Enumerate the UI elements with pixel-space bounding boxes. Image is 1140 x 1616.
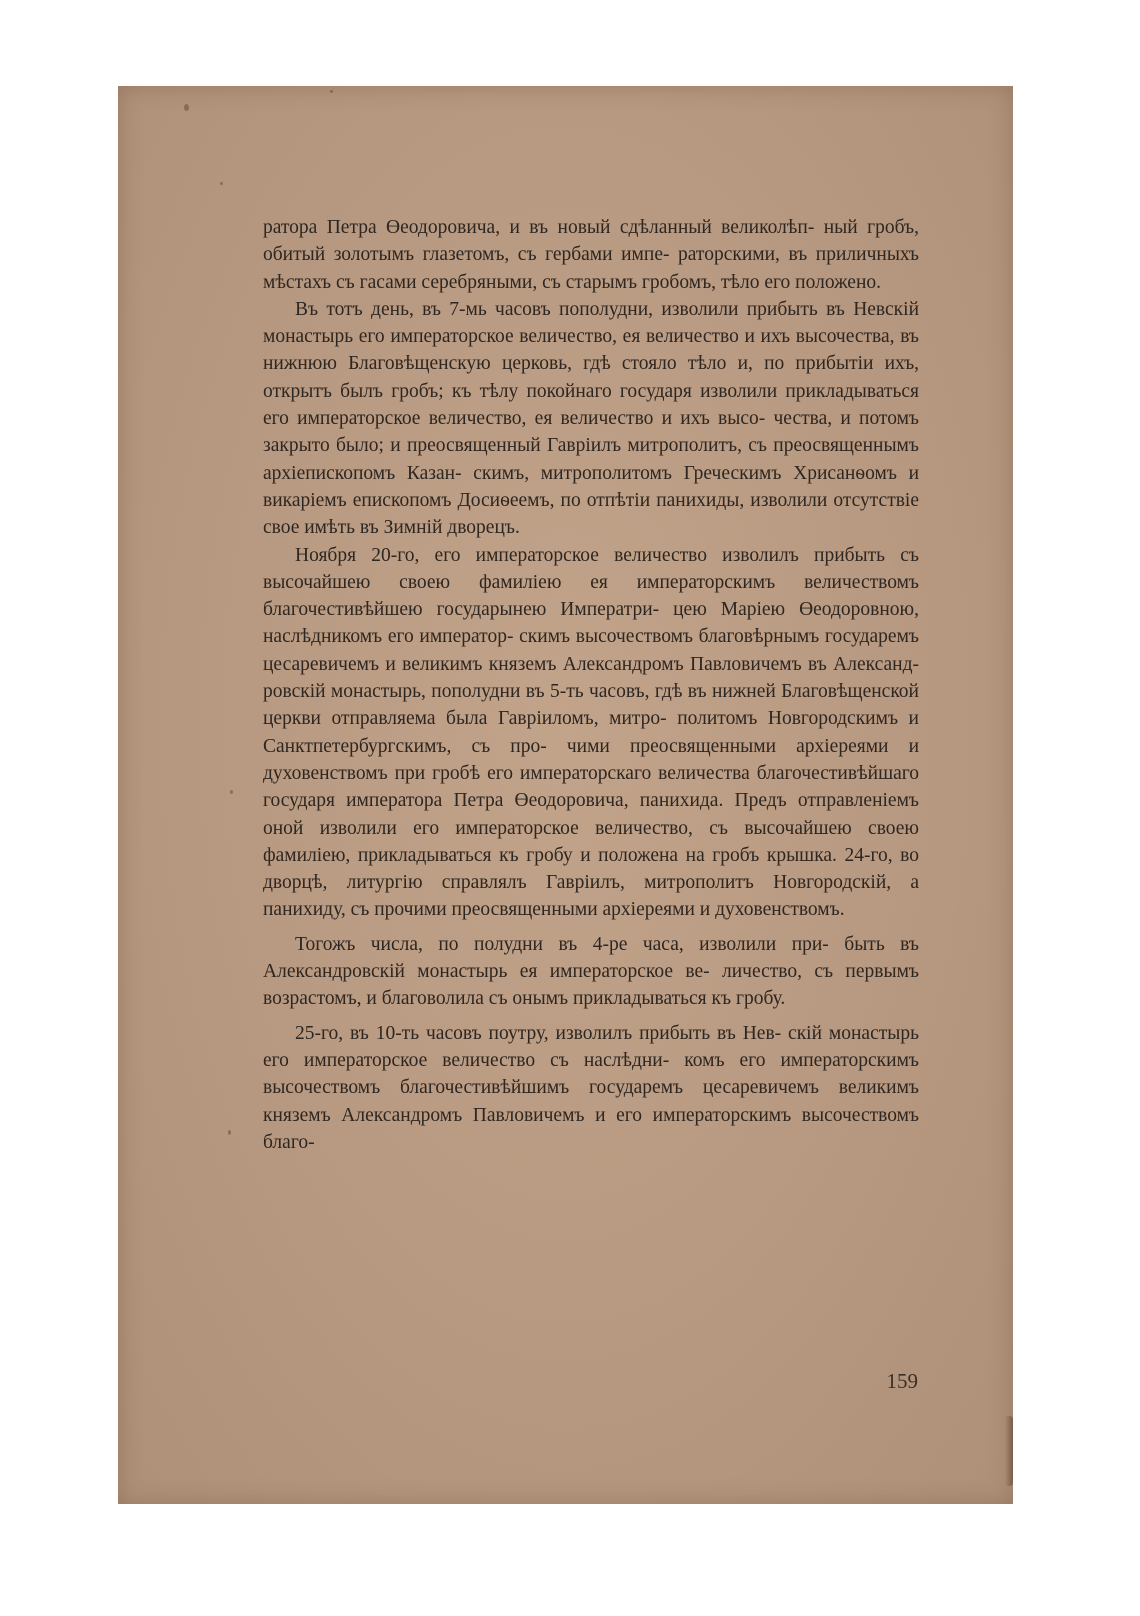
text-line: скимъ, митрополитомъ Греческимъ Хрисанѳомъ и викаріемъ [263, 462, 919, 511]
text-line: съ старымъ гробомъ, тѣло его положено. [542, 271, 882, 293]
text-line: Въ тотъ день, въ 7-мь часовъ пополудни, изволили прибыть [295, 298, 818, 320]
text-line: прикладываться къ гробу. [573, 988, 786, 1010]
text-line: и положена на гробъ крышка. 24-го, во дворцѣ, литургію [263, 844, 919, 894]
text-line: Павловичемъ и его императорскимъ высочествомъ благо- [263, 1104, 920, 1153]
page-number: 159 [886, 1369, 918, 1393]
page-edge-shadow [1005, 1416, 1013, 1486]
text-line: митрополитъ, съ преосвященнымъ архіепископомъ Казан- [263, 435, 919, 484]
text-line: ный гробъ, обитый золотымъ глазетомъ, съ гербами импе- [263, 217, 919, 266]
paragraph-2 [263, 296, 919, 542]
paper-speck [230, 790, 233, 794]
paragraph-5 [263, 1020, 919, 1156]
text-line: политомъ Новгородскимъ и Санктпетербургскимъ, съ про- [263, 708, 919, 757]
text-line: личество, съ первымъ возрастомъ, и благоволила съ онымъ [263, 961, 920, 1010]
text-line: государя императора Петра Өеодоровича, панихида. Предъ [263, 790, 787, 812]
text-line: Благовѣщенской церкви отправляема была Гавріиломъ, митро- [263, 681, 919, 730]
text-line: съ высочайшею своею фамиліею, прикладываться къ гробу [263, 817, 919, 866]
body-text [263, 214, 919, 1156]
text-line: чими преосвященными архіереями и духовенствомъ при [263, 735, 920, 784]
text-line: величествомъ благочестивѣйшею государынею Императри- [263, 571, 919, 621]
text-line: его императорское величество, ея величество и ихъ высо- [263, 408, 766, 430]
text-line: прибыть съ высочайшею своею фамиліею ея императорскимъ [263, 544, 919, 593]
text-line: Тогожъ числа, по полудни въ 4-ре часа, изволили при- [295, 933, 829, 955]
paper-speck [330, 90, 333, 93]
text-line: и великимъ княземъ Александромъ Павловичемъ въ Александ- [385, 653, 920, 675]
book-page [118, 86, 1013, 1504]
text-line: гробъ; къ тѣлу покойнаго государя изволили прикладываться [391, 380, 920, 402]
text-line: чества, и потомъ закрыто было; и преосвященный Гавріилъ [263, 408, 920, 457]
text-line: съ прочими преосвященными архіереями и духовенствомъ. [350, 899, 845, 921]
paragraph-3 [263, 542, 919, 924]
text-line: 25-го, въ 10-ть часовъ поутру, изволилъ прибыть въ Нев- [295, 1022, 782, 1044]
text-line: справлялъ Гавріилъ, митрополитъ Новгородскій, а панихиду, [263, 872, 920, 921]
text-line: ровскій монастырь, пополудни въ 5-ть часовъ, гдѣ въ нижней [263, 681, 776, 703]
text-line: государемъ цесаревичемъ великимъ княземъ Александромъ [263, 1077, 919, 1126]
text-line: цею Маріею Өеодоровною, наслѣдникомъ его император- [263, 599, 920, 648]
text-line: гробѣ его императорскаго величества благочестивѣйшаго [432, 762, 920, 784]
text-line: величество и ихъ высочества, въ нижнюю Благовѣщенскую [263, 326, 919, 375]
paragraph-4 [263, 931, 919, 1013]
paper-speck [184, 104, 189, 111]
text-line: раторскими, въ приличныхъ мѣстахъ съ гасами серебряными, [263, 244, 920, 293]
text-line: Ноября 20-го, его императорское величество изволилъ [295, 544, 799, 566]
text-line: скій монастырь его императорское величество съ наслѣдни- [263, 1022, 920, 1071]
text-line: въ Невскій монастырь его императорское величество, ея [263, 298, 920, 348]
paper-speck [220, 182, 223, 185]
text-line: комъ его императорскимъ высочествомъ благочестивѣйшимъ [263, 1049, 919, 1099]
text-line: епископомъ Досиѳеемъ, по отпѣтіи панихиды, изволили [352, 489, 828, 511]
paper-speck [228, 1130, 231, 1135]
text-line: скимъ высочествомъ благовѣрнымъ государемъ цесаревичемъ [263, 626, 920, 675]
text-line: быть въ Александровскій монастырь ея императорское ве- [263, 933, 919, 983]
paragraph-1 [263, 214, 919, 296]
text-line: ратора Петра Өеодоровича, и въ новый сдѣланный великолѣп- [263, 217, 815, 238]
text-line: отправленіемъ оной изволили его императорское величество, [263, 790, 919, 839]
text-line: церковь, гдѣ стояло тѣло и, по прибытіи ихъ, открытъ былъ [263, 353, 920, 402]
text-line: отсутствіе свое имѣть въ Зимній дворецъ. [263, 489, 919, 539]
